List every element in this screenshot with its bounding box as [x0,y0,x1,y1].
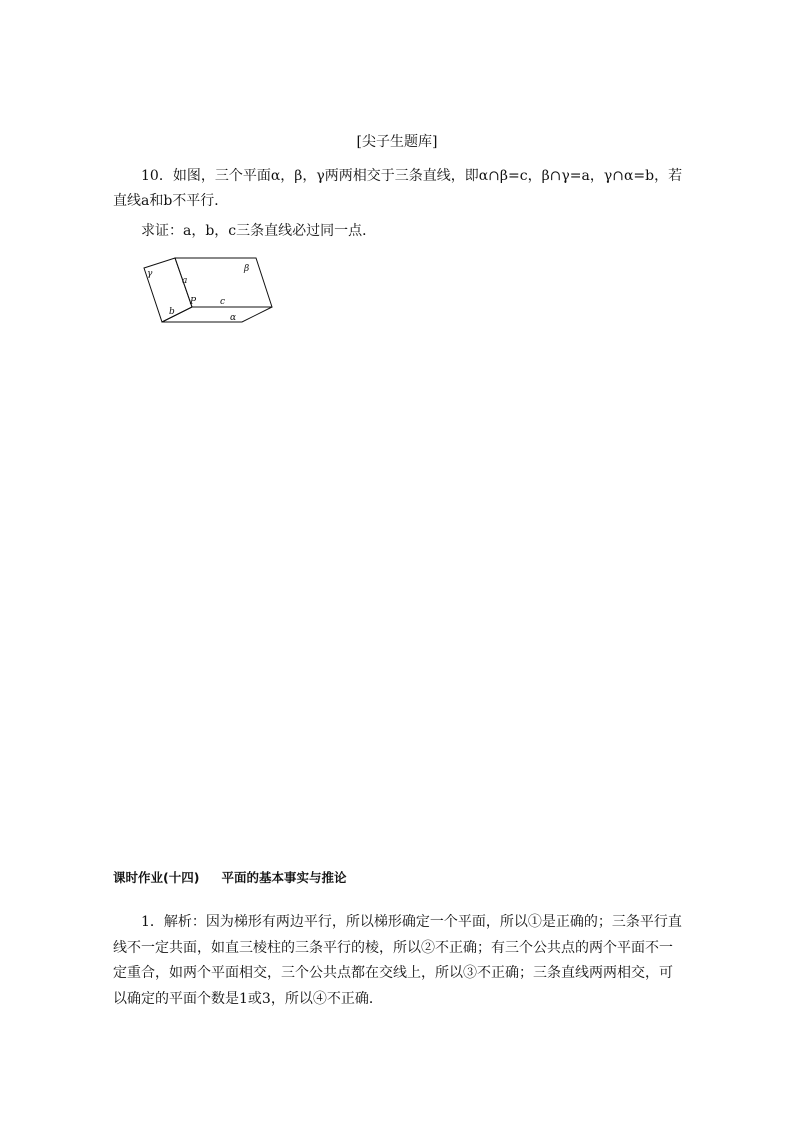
answer-section-title [113,868,368,886]
plane-alpha-edge [162,307,272,322]
label-a: a [182,276,188,286]
answer-1 [113,910,683,1012]
question-line-1: 10．如图，三个平面α，β，γ两两相交于三条直线，即α∩β=c，β∩γ=a，γ∩α=b，若 [141,168,683,184]
three-planes-figure [138,254,283,326]
label-c: c [220,297,226,307]
answer-line-2: 线不一定共面，如直三棱柱的三条平行的棱，所以②不正确；有三个公共点的两个平面不一 [113,939,673,956]
label-beta: β [244,264,250,274]
label-b: b [169,307,175,317]
question-line-2: 直线a和b不平行． [113,193,229,209]
label-gamma: γ [147,269,153,279]
label-P: P [190,297,197,307]
answer-line-1: 1．解析：因为梯形有两边平行，所以梯形确定一个平面，所以①是正确的；三条平行直 [141,914,682,930]
answer-line-4: 以确定的平面个数是1或3，所以④不正确． [113,990,383,1007]
answer-title-part-2: 平面的基本事实与推论 [221,870,347,885]
answer-line-3: 定重合，如两个平面相交，三个公共点都在交线上，所以③不正确；三条直线两两相交，可 [113,965,673,981]
question-prove-line: 求证：a，b，c三条直线必过同一点． [141,223,377,239]
plane-gamma-edge [144,258,192,322]
answer-title-part-1: 课时作业(十四) [113,870,200,885]
question-10 [113,164,683,214]
label-alpha: α [230,313,237,323]
section-label: [尖子生题库] [356,134,438,150]
